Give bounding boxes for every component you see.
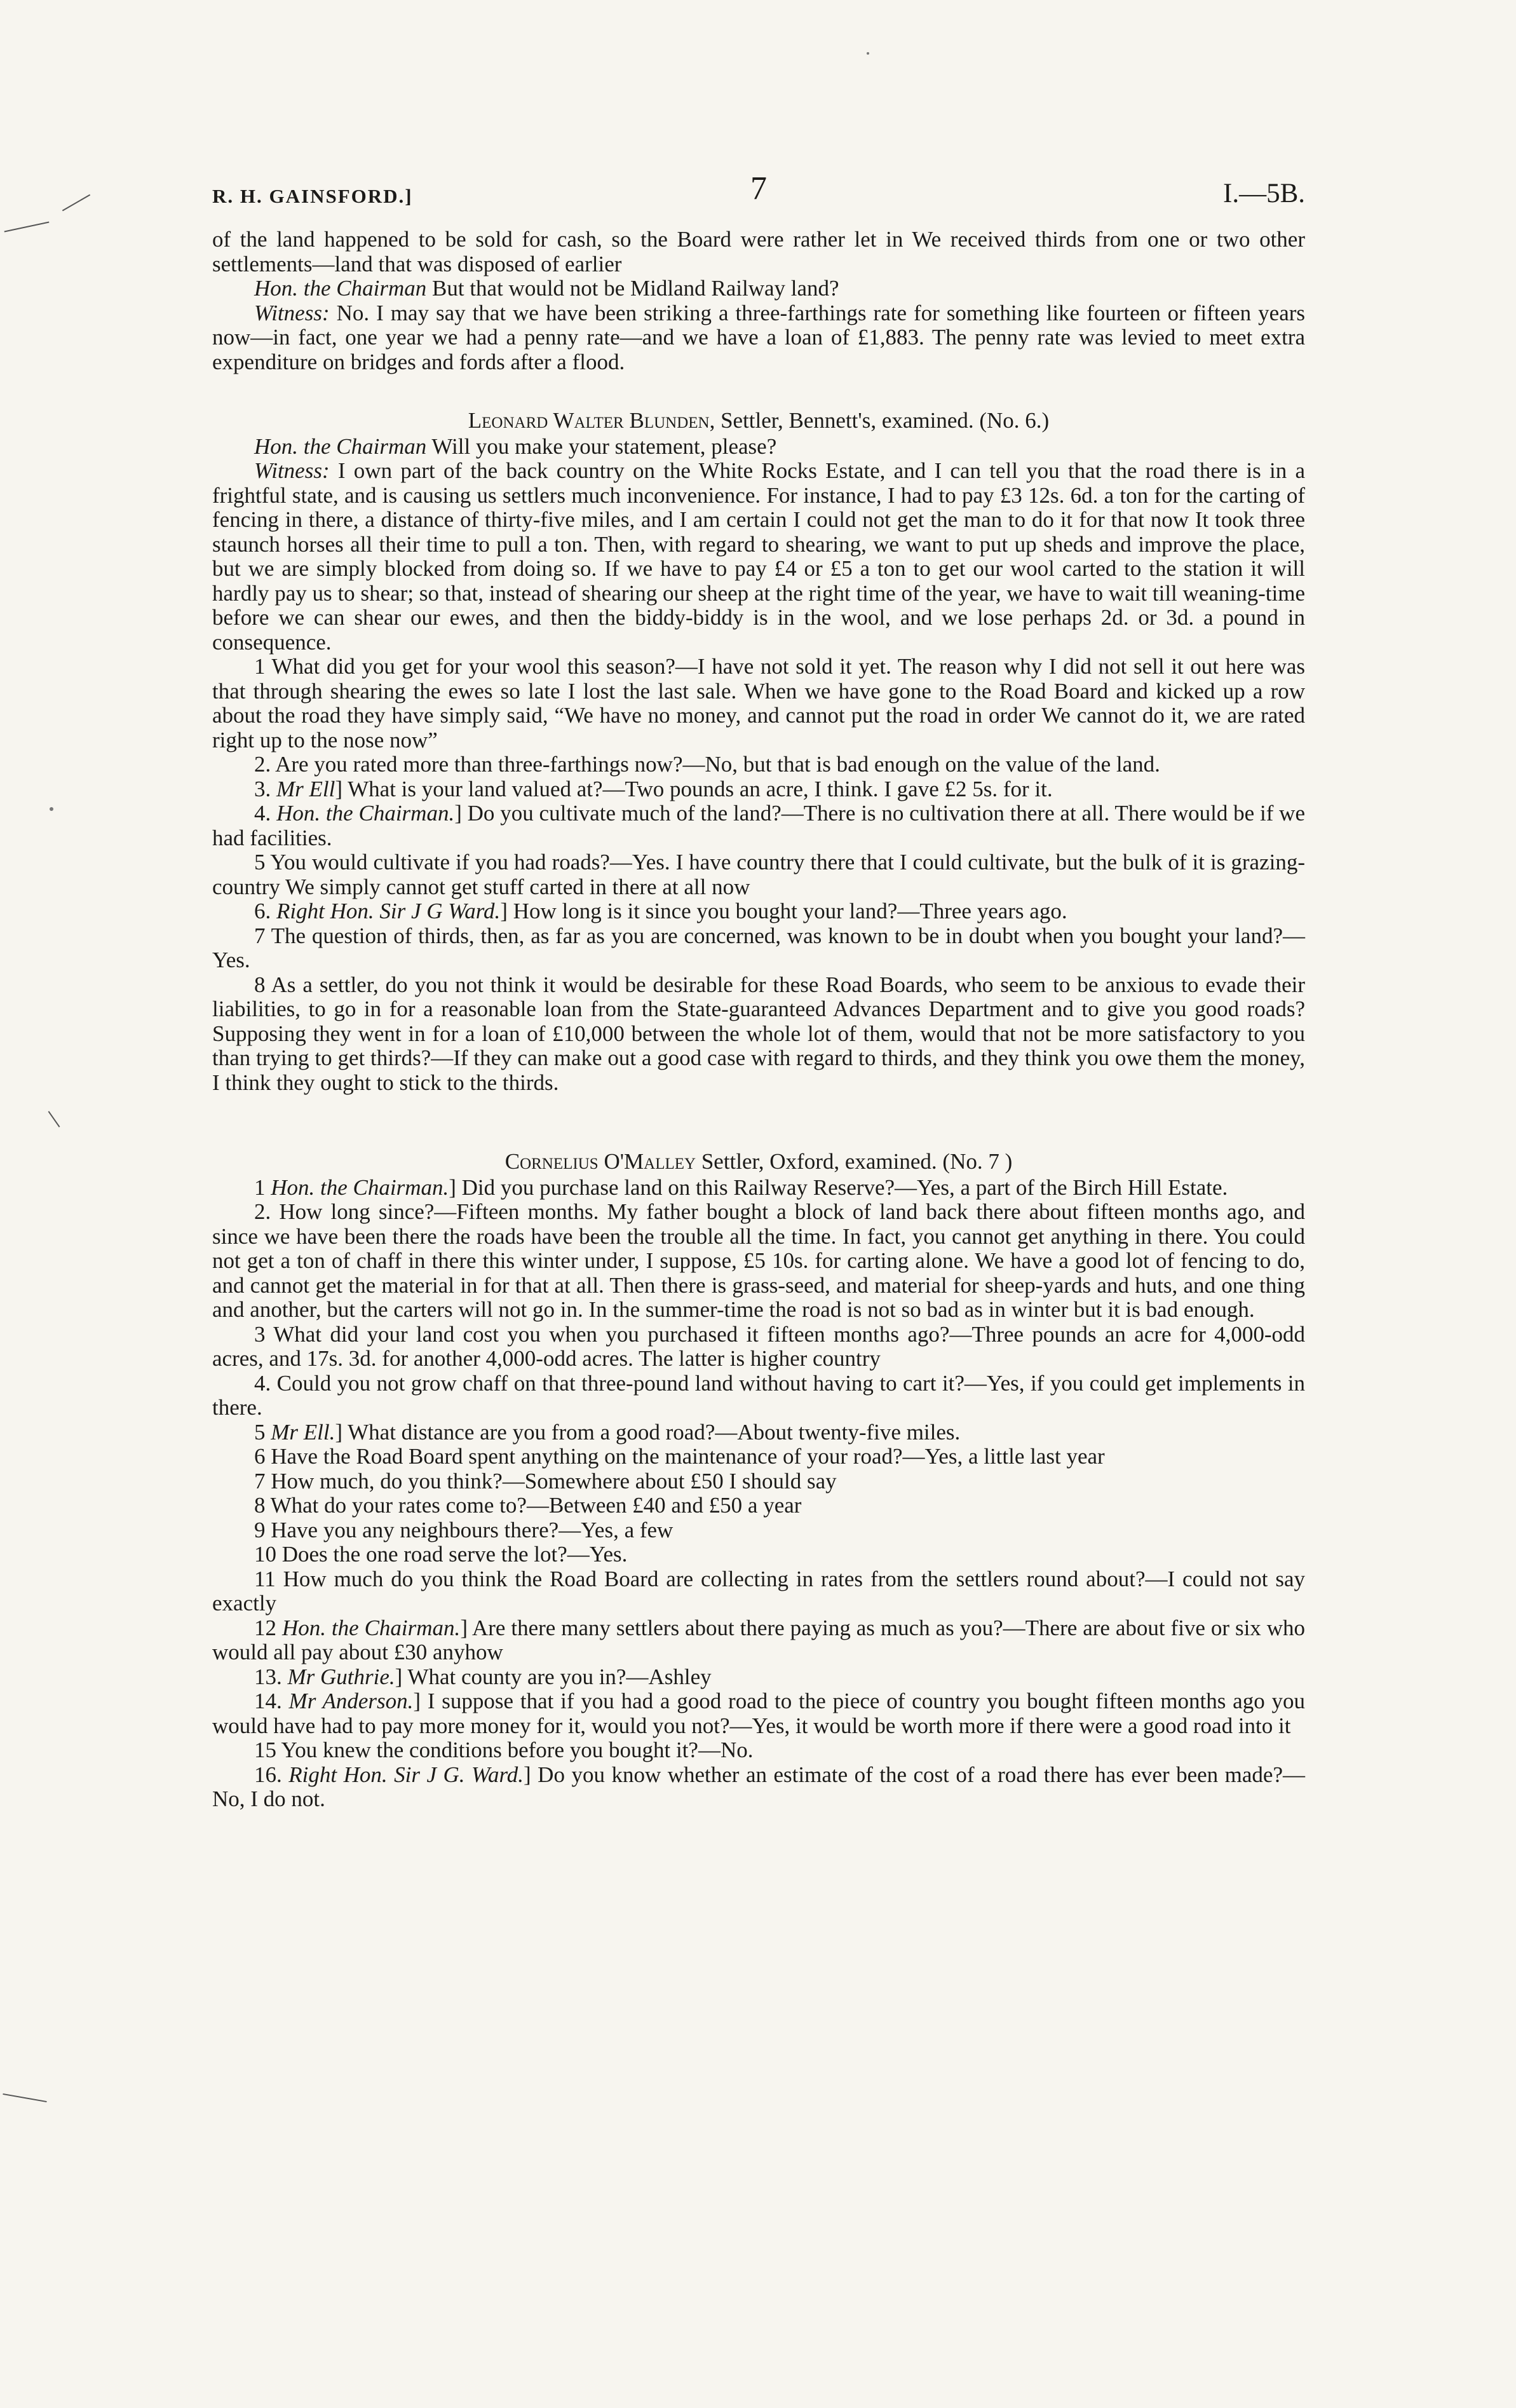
speaker: Right Hon. Sir J G. Ward. — [288, 1762, 524, 1787]
question-number: 3. — [254, 776, 276, 801]
speaker: Hon. the Chairman — [254, 433, 427, 459]
speaker: Hon. the Chairman. — [276, 801, 455, 826]
question-text: ] Did you purchase land on this Railway Reserve?—Yes, a part of the Birch Hill Estate. — [449, 1174, 1228, 1200]
question-text: ] What is your land valued at?—Two pounds an acre, I think. I gave £2 5s. for it. — [335, 776, 1053, 801]
witness-heading — [212, 409, 1305, 433]
paragraph — [212, 435, 1305, 459]
paragraph — [212, 459, 1305, 655]
witness-name: Leonard Walter Blunden — [468, 408, 710, 433]
header-witness: R. H. GAINSFORD.] — [212, 185, 413, 207]
question: 8 As a settler, do you not think it would be desirable for these Road Boards, who seem to be anxious to evade their liabilities, to go in for a reasonable loan from the State-guaranteed Advances Department and to give you good roads? Supposing they went in for a loan of £10,000 between the whole lot of them, would that not be more satisfactory to you than trying to get thirds?—If they can make out a good case with regard to thirds, and they think you owe them the money, I think they ought to stick to the thirds. — [212, 972, 1305, 1095]
speaker: Witness: — [254, 300, 330, 325]
question-text: ] What distance are you from a good road?—About twenty-five miles. — [335, 1419, 961, 1445]
witness-name: Cornelius O'Malley — [504, 1149, 696, 1174]
question: 5 You would cultivate if you had roads?—Yes. I have country there that I could cultivate, but the bulk of it is grazing-country We simply cannot get stuff carted in there at all now — [212, 850, 1305, 899]
question: 7 The question of thirds, then, as far as you are concerned, was known to be in doubt when you bought your land?—Yes. — [212, 923, 1305, 972]
paragraph — [212, 276, 1305, 301]
witness-details: Settler, Oxford, examined. (No. 7 ) — [696, 1149, 1013, 1174]
paragraph-text: I own part of the back country on the White Rocks Estate, and I can tell you that the road there is in a frightful state, and is causing us settlers much inconvenience. For instance, I had to pay £3 12s. 6d. a ton for the carting of fencing in there, a distance of thirty-five miles, and I am certain I could not get the man to do it for that now It took three staunch horses all their time to pull a ton. Then, with regard to shearing, we want to put up sheds and improve the place, but we are simply blocked from doing so. If we have to pay £4 or £5 a ton to get our wool carted to the station it will hardly pay us to shear; so that, instead of shearing our sheep at the right time of the year, we have to wait till weaning-time before we can shear our ewes, and then the biddy-biddy is in the wool, and we lose perhaps 2d. or 3d. a pound in consequence. — [212, 458, 1305, 655]
paragraph — [212, 301, 1305, 375]
question — [212, 1616, 1305, 1665]
speaker: Mr Anderson. — [288, 1689, 414, 1713]
question-text: ] Do you know whether an estimate of the cost of a road there has ever been made?—No, I do not. — [212, 1762, 1305, 1811]
question-number: 5 — [254, 1419, 271, 1445]
question — [212, 1176, 1305, 1201]
question-text: ] How long is it since you bought your land?—Three years ago. — [500, 899, 1067, 923]
question: 7 How much, do you think?—Somewhere about £50 I should say — [254, 1468, 837, 1493]
question — [212, 1420, 1305, 1445]
question-number: 4. — [254, 801, 277, 826]
question-number: 6. — [254, 899, 276, 923]
question — [212, 899, 1305, 924]
question — [212, 1763, 1305, 1812]
question-text: ] I suppose that if you had a good road to the piece of country you bought fifteen months ago you would have had to pay more money for it, would you not?—Yes, it would be worth more if there were a good road into it — [212, 1689, 1305, 1738]
speaker: Mr Ell. — [271, 1419, 335, 1445]
question-number: 14. — [254, 1689, 289, 1713]
question: 3 What did your land cost you when you purchased it fifteen months ago?—Three pounds an acre for 4,000-odd acres, and 17s. 3d. for another 4,000-odd acres. The latter is higher country — [212, 1321, 1305, 1371]
question-number: 13. — [254, 1664, 288, 1689]
margin-mark — [4, 222, 50, 233]
question-text: ] Are there many settlers about there paying as much as you?—There are about five or six who would all pay about £30 anyhow — [212, 1615, 1306, 1664]
question-text: ] What county are you in?—Ashley — [395, 1664, 712, 1689]
margin-speck — [867, 52, 869, 55]
paragraph-text: But that would not be Midland Railway land? — [426, 276, 839, 301]
speaker: Hon. the Chairman. — [281, 1615, 461, 1640]
question: 11 How much do you think the Road Board are collecting in rates from the settlers round about?—I could not say exactly — [212, 1566, 1305, 1616]
question: 6 Have the Road Board spent anything on the maintenance of your road?—Yes, a little last year — [254, 1444, 1105, 1469]
question: 9 Have you any neighbours there?—Yes, a few — [254, 1517, 673, 1542]
speaker: Hon. the Chairman — [254, 276, 427, 301]
speaker: Right Hon. Sir J G Ward. — [276, 899, 501, 923]
question: 2. How long since?—Fifteen months. My father bought a block of land back there about fifteen months ago, and since we have been there the roads have been the trouble all the time. In fact, you cannot get anything in there. You could not get a ton of chaff in there this winter under, I suppose, £5 10s. for carting alone. We have a good lot of fencing to do, and cannot get the material in for that at all. Then there is grass-seed, and material for sheep-yards and huts, and one thing and another, but the carters will not go in. In the summer-time the road is not so bad as in winter but it is bad enough. — [212, 1199, 1305, 1322]
question-text: ] Do you cultivate much of the land?—There is no cultivation there at all. There would be if we had facilities. — [212, 801, 1305, 850]
question: 1 What did you get for your wool this season?—I have not sold it yet. The reason why I did not sell it out here was that through shearing the ewes so late I lost the last sale. When we have gone to the Road Board and kicked up a row about the road they have simply said, “We have no money, and cannot put the road in order We cannot do it, we are rated right up to the nose now” — [212, 654, 1305, 752]
paragraph: of the land happened to be sold for cash, so the Board were rather let in We received thirds from one or two other settlements—land that was disposed of earlier — [212, 227, 1305, 276]
margin-mark — [48, 1111, 60, 1127]
header-paper-ref: I.—5B. — [1223, 179, 1305, 208]
document-page — [212, 170, 1306, 1812]
question-number: 1 — [254, 1174, 271, 1200]
question: 15 You knew the conditions before you bought it?—No. — [254, 1738, 754, 1762]
speaker: Mr Ell — [276, 776, 335, 801]
witness-details: , Settler, Bennett's, examined. (No. 6.) — [709, 408, 1050, 433]
question — [212, 777, 1305, 802]
page-number: 7 — [750, 170, 767, 207]
witness-heading — [212, 1150, 1305, 1174]
question-number: 12 — [254, 1615, 282, 1640]
paragraph-text: No. I may say that we have been striking a three-farthings rate for something like fourteen or fifteen years now—in fact, one year we had a penny rate—and we have a loan of £1,883. The penny rate was levied to meet extra expenditure on bridges and fords after a flood. — [212, 300, 1305, 374]
question — [212, 1689, 1305, 1738]
paragraph-text: Will you make your statement, please? — [426, 433, 777, 459]
speaker: Witness: — [254, 458, 330, 483]
question: 2. Are you rated more than three-farthings now?—No, but that is bad enough on the value of the land. — [254, 752, 1160, 777]
page-header — [212, 170, 1305, 216]
margin-speck — [50, 807, 53, 811]
question: 8 What do your rates come to?—Between £40 and £50 a year — [254, 1493, 802, 1518]
margin-mark — [62, 194, 90, 212]
question — [212, 1665, 1305, 1690]
question: 10 Does the one road serve the lot?—Yes. — [254, 1542, 628, 1567]
margin-mark — [3, 2093, 46, 2102]
question — [212, 801, 1305, 850]
question-number: 16. — [254, 1762, 289, 1787]
speaker: Mr Guthrie. — [287, 1664, 395, 1689]
speaker: Hon. the Chairman. — [271, 1174, 449, 1200]
question: 4. Could you not grow chaff on that three-pound land without having to cart it?—Yes, if you could get implements in there. — [212, 1370, 1305, 1420]
